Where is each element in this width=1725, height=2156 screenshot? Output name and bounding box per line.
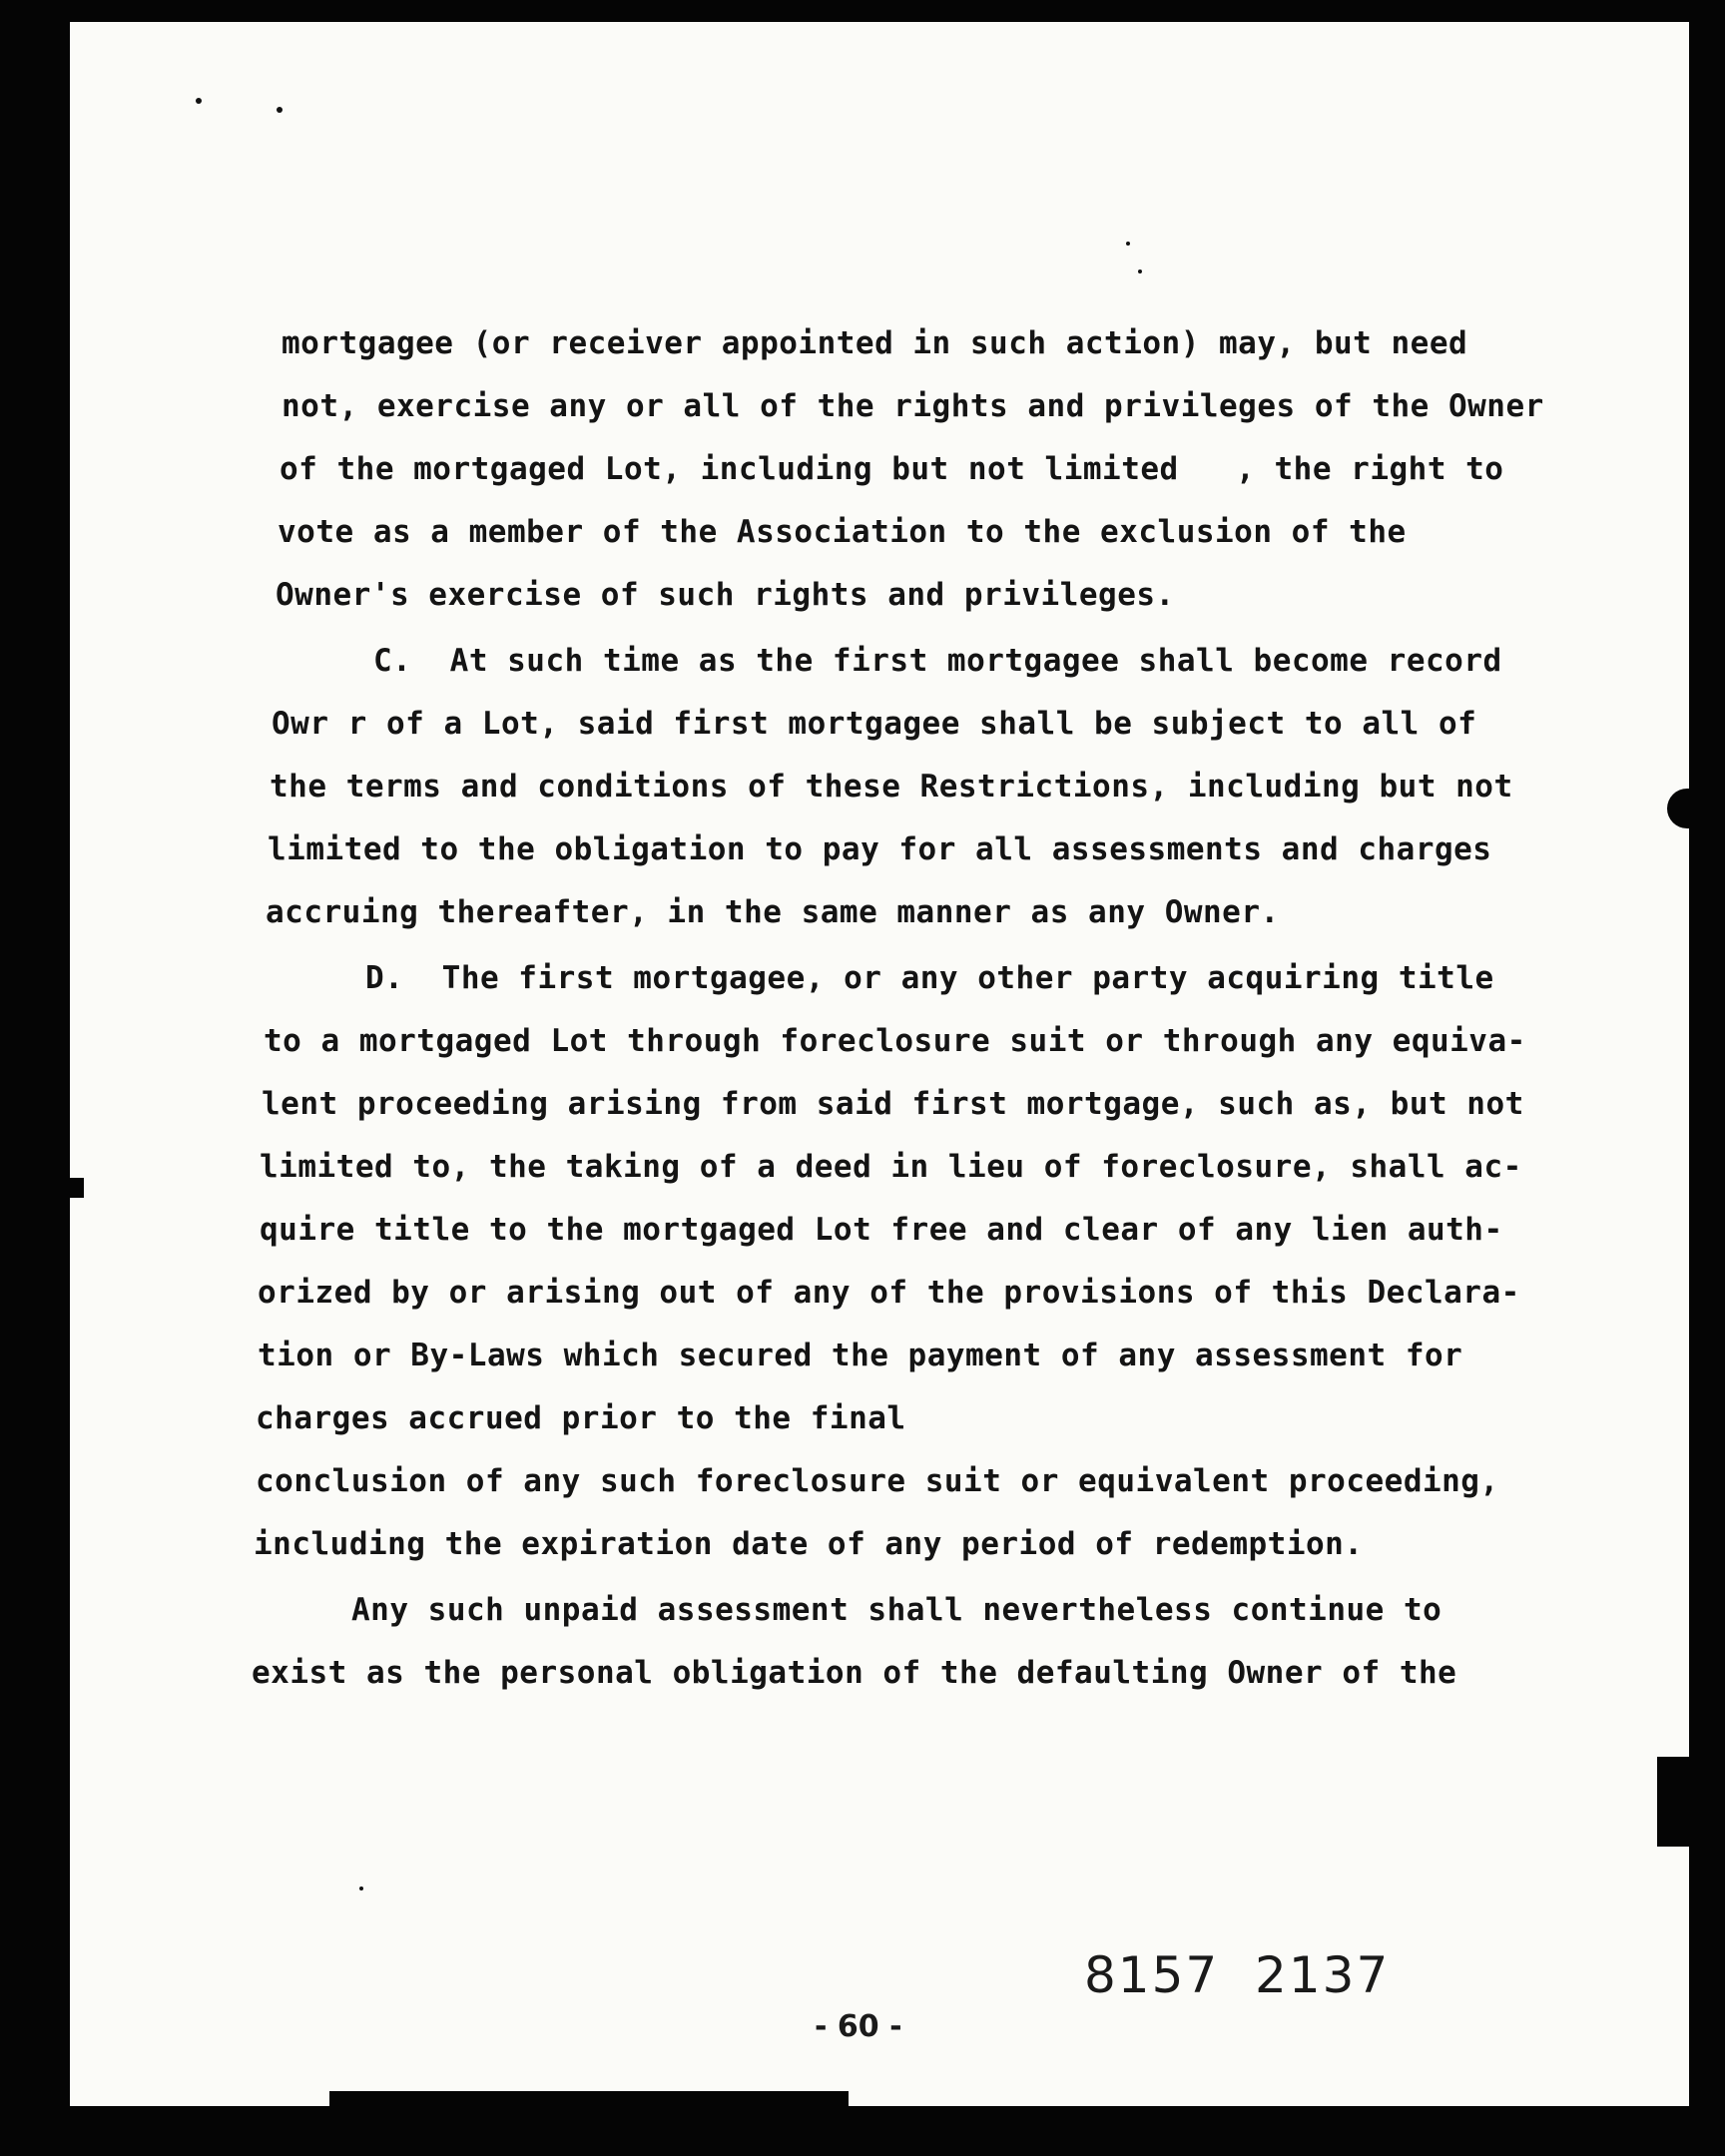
text-line: the terms and conditions of these Restrictions, including but not	[270, 769, 1513, 805]
text-line: Owner's exercise of such rights and privileges.	[276, 577, 1175, 613]
text-line: orized by or arising out of any of the provisions of this Declara-	[258, 1275, 1520, 1311]
text-line: quire title to the mortgaged Lot free and clear of any lien auth-	[260, 1212, 1503, 1248]
text-line: D. The first mortgagee, or any other party acquiring title	[365, 960, 1494, 996]
page-number: - 60 -	[815, 2009, 902, 2044]
text-line: limited to the obligation to pay for all assessments and charges	[268, 831, 1492, 867]
text-line: not, exercise any or all of the rights and privileges of the Owner	[282, 388, 1544, 424]
text-line: vote as a member of the Association to the exclusion of the	[278, 514, 1407, 550]
text-line: conclusion of any such foreclosure suit or equivalent proceeding,	[256, 1463, 1499, 1499]
text-line: to a mortgaged Lot through foreclosure suit or through any equiva-	[264, 1023, 1526, 1059]
book-page-stamp: 8157 2137	[1084, 1946, 1391, 2004]
text-line: including the expiration date of any period of redemption.	[254, 1526, 1364, 1562]
text-line: limited to, the taking of a deed in lieu of foreclosure, shall ac-	[260, 1149, 1522, 1185]
text-line: Any such unpaid assessment shall nevertheless continue to	[351, 1592, 1442, 1628]
text-line: accruing thereafter, in the same manner as any Owner.	[266, 894, 1280, 930]
text-line: of the mortgaged Lot, including but not limited , the right to	[280, 451, 1504, 487]
text-line: charges accrued prior to the final	[256, 1400, 906, 1436]
text-line: mortgagee (or receiver appointed in such action) may, but need	[282, 325, 1468, 361]
text-line: lent proceeding arising from said first mortgage, such as, but not	[262, 1086, 1524, 1122]
text-line: tion or By-Laws which secured the payment of any assessment for	[258, 1338, 1463, 1373]
text-line: C. At such time as the first mortgagee shall become record	[373, 643, 1502, 679]
text-line: Owr r of a Lot, said first mortgagee shall be subject to all of	[272, 706, 1477, 742]
text-line: exist as the personal obligation of the defaulting Owner of the	[252, 1655, 1457, 1691]
